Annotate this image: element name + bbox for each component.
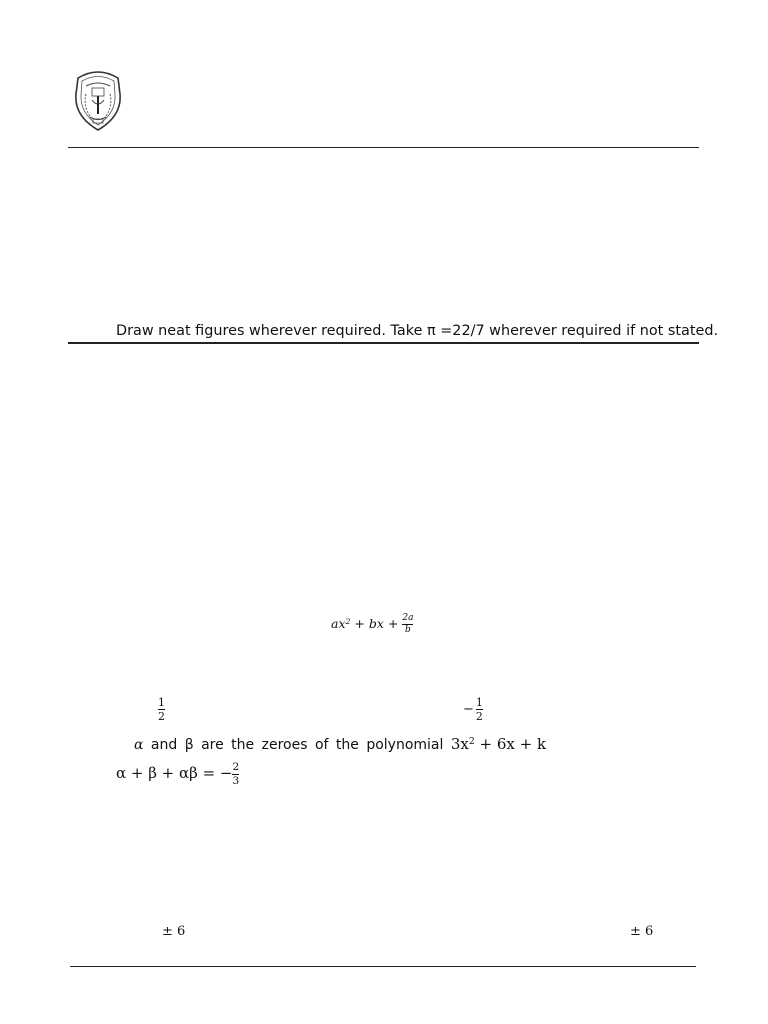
quadratic-exponent: 2: [468, 735, 475, 747]
school-crest-logo: [70, 64, 126, 134]
poly-fraction-numerator: 2a: [402, 613, 414, 623]
option-plus-minus-six-left: ± 6: [162, 924, 186, 939]
quadratic-rest: + 6x + k: [474, 735, 547, 753]
fraction-negative-half: [463, 697, 483, 722]
half-right-numerator: 1: [475, 696, 483, 709]
general-instruction: Draw neat figures wherever required. Take π =22/7 wherever required if not stated.: [116, 323, 719, 339]
quadratic-polynomial: [451, 735, 546, 753]
option-plus-minus-six-right: ± 6: [630, 924, 654, 939]
alpha-symbol: α: [134, 737, 144, 753]
sum-product-equation: [116, 762, 239, 786]
poly-fraction: [402, 614, 413, 635]
poly-term-mid: + bx +: [350, 616, 403, 631]
footer-divider: [70, 966, 696, 967]
polynomial-expression: [331, 614, 413, 635]
equation-numerator: 2: [232, 761, 240, 773]
equation-fraction: [232, 762, 239, 786]
half-left-numerator: 1: [158, 696, 165, 709]
zeroes-text: and β are the zeroes of the polynomial: [143, 737, 451, 753]
half-left-denominator: 2: [158, 710, 165, 723]
poly-term-a: ax: [331, 616, 346, 631]
zeroes-statement: [134, 735, 546, 753]
fraction-half-left: [158, 697, 165, 722]
equation-lhs: α + β + αβ = −: [116, 764, 233, 782]
quadratic-term: 3x: [450, 735, 469, 753]
poly-exponent: 2: [345, 616, 351, 626]
header-divider: [68, 147, 699, 148]
instruction-underline: [68, 342, 699, 344]
poly-fraction-denominator: b: [405, 625, 411, 635]
minus-sign: −: [463, 702, 474, 717]
equation-denominator: 3: [232, 774, 240, 787]
half-right-denominator: 2: [475, 710, 483, 723]
